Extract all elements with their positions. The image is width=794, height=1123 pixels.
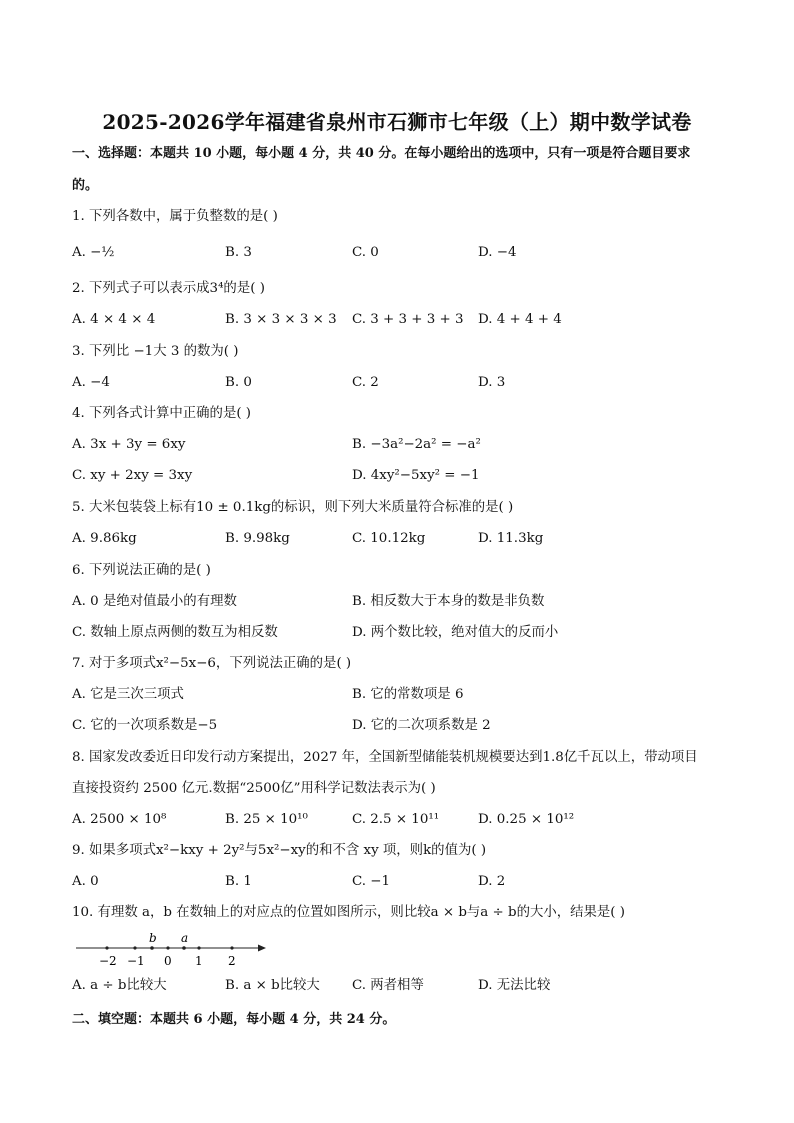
number-line-arrow <box>258 945 266 952</box>
section1-header-line1: 一、选择题：本题共 10 小题，每小题 4 分，共 40 分。在每小题给出的选项中，只有一项是符合题目要求 <box>72 146 691 161</box>
question-10-option-b: B. a × b比较大 <box>225 978 320 993</box>
question-3-stem: 3. 下列比 −1大 3 的数为( ) <box>72 344 239 359</box>
question-5-stem: 5. 大米包装袋上标有10 ± 0.1kg的标识，则下列大米质量符合标准的是( ) <box>72 500 514 515</box>
question-1-option-d: D. −4 <box>478 245 517 260</box>
question-10-option-a: A. a ÷ b比较大 <box>72 978 167 993</box>
point-b-dot <box>150 946 154 950</box>
question-8-stem: 8. 国家发改委近日印发行动方案提出，2027 年，全国新型储能装机规模要达到1.8亿千瓦以上，带动项目 <box>72 750 698 765</box>
question-3-option-a: A. −4 <box>72 375 110 390</box>
question-6-option-c: C. 数轴上原点两侧的数互为相反数 <box>72 625 278 640</box>
question-4-option-a: A. 3x + 3y = 6xy <box>72 437 186 452</box>
question-2-stem: 2. 下列式子可以表示成3⁴的是( ) <box>72 281 265 296</box>
question-10-stem: 10. 有理数 a，b 在数轴上的对应点的位置如图所示，则比较a × b与a ÷ b的大小，结果是( ) <box>72 905 626 920</box>
question-5-option-a: A. 9.86kg <box>72 531 137 546</box>
tick-mark <box>166 946 169 949</box>
question-7-option-a: A. 它是三次三项式 <box>72 687 184 702</box>
section2-header: 二、填空题：本题共 6 小题，每小题 4 分，共 24 分。 <box>72 1012 396 1027</box>
point-label-a: a <box>181 931 189 945</box>
question-7-option-c: C. 它的一次项系数是−5 <box>72 718 218 733</box>
question-4-option-d: D. 4xy²−5xy² = −1 <box>352 468 480 483</box>
question-9-option-b: B. 1 <box>225 874 252 889</box>
tick-label: −1 <box>127 954 145 968</box>
question-2-option-a: A. 4 × 4 × 4 <box>72 312 156 327</box>
tick-mark <box>105 946 108 949</box>
point-a-dot <box>182 946 186 950</box>
section1-header-line2: 的。 <box>72 178 99 193</box>
tick-label: 0 <box>164 954 172 968</box>
question-2-option-d: D. 4 + 4 + 4 <box>478 312 562 327</box>
tick-mark <box>230 946 233 949</box>
question-8-stem-line2: 直接投资约 2500 亿元.数据“2500亿”用科学记数法表示为( ) <box>72 781 436 796</box>
question-9-option-d: D. 2 <box>478 874 506 889</box>
question-2-option-b: B. 3 × 3 × 3 × 3 <box>225 312 337 327</box>
question-8-option-a: A. 2500 × 10⁸ <box>72 812 167 827</box>
question-9-option-c: C. −1 <box>352 874 391 889</box>
tick-mark <box>133 946 136 949</box>
question-3-option-c: C. 2 <box>352 375 379 390</box>
tick-label: −2 <box>99 954 117 968</box>
point-label-b: b <box>149 931 157 945</box>
question-3-option-b: B. 0 <box>225 375 252 390</box>
question-8-option-c: C. 2.5 × 10¹¹ <box>352 812 440 827</box>
question-9-stem: 9. 如果多项式x²−kxy + 2y²与5x²−xy的和不含 xy 项，则k的值为( ) <box>72 843 487 858</box>
question-1-option-c: C. 0 <box>352 245 379 260</box>
question-5-option-d: D. 11.3kg <box>478 531 544 546</box>
question-1-option-b: B. 3 <box>225 245 252 260</box>
question-4-option-b: B. −3a²−2a² = −a² <box>352 437 481 452</box>
tick-mark <box>197 946 200 949</box>
question-7-stem: 7. 对于多项式x²−5x−6，下列说法正确的是( ) <box>72 656 352 671</box>
tick-label: 2 <box>228 954 236 968</box>
question-5-option-b: B. 9.98kg <box>225 531 290 546</box>
question-7-option-d: D. 它的二次项系数是 2 <box>352 718 491 733</box>
question-1-stem: 1. 下列各数中，属于负整数的是( ) <box>72 209 278 224</box>
question-6-option-d: D. 两个数比较，绝对值大的反而小 <box>352 625 559 640</box>
tick-label: 1 <box>195 954 203 968</box>
question-8-option-d: D. 0.25 × 10¹² <box>478 812 575 827</box>
question-10-option-d: D. 无法比较 <box>478 978 551 993</box>
question-6-stem: 6. 下列说法正确的是( ) <box>72 563 211 578</box>
question-5-option-c: C. 10.12kg <box>352 531 426 546</box>
question-4-option-c: C. xy + 2xy = 3xy <box>72 468 193 483</box>
question-4-stem: 4. 下列各式计算中正确的是( ) <box>72 406 252 421</box>
question-6-option-a: A. 0 是绝对值最小的有理数 <box>72 594 237 609</box>
question-8-option-b: B. 25 × 10¹⁰ <box>225 812 308 827</box>
question-3-option-d: D. 3 <box>478 375 506 390</box>
number-line-figure <box>72 930 272 970</box>
question-7-option-b: B. 它的常数项是 6 <box>352 687 464 702</box>
page-title: 2025-2026学年福建省泉州市石狮市七年级（上）期中数学试卷 <box>102 110 692 134</box>
question-10-option-c: C. 两者相等 <box>352 978 424 993</box>
question-1-option-a: A. −½ <box>72 245 115 260</box>
question-2-option-c: C. 3 + 3 + 3 + 3 <box>352 312 464 327</box>
question-6-option-b: B. 相反数大于本身的数是非负数 <box>352 594 545 609</box>
question-9-option-a: A. 0 <box>72 874 99 889</box>
